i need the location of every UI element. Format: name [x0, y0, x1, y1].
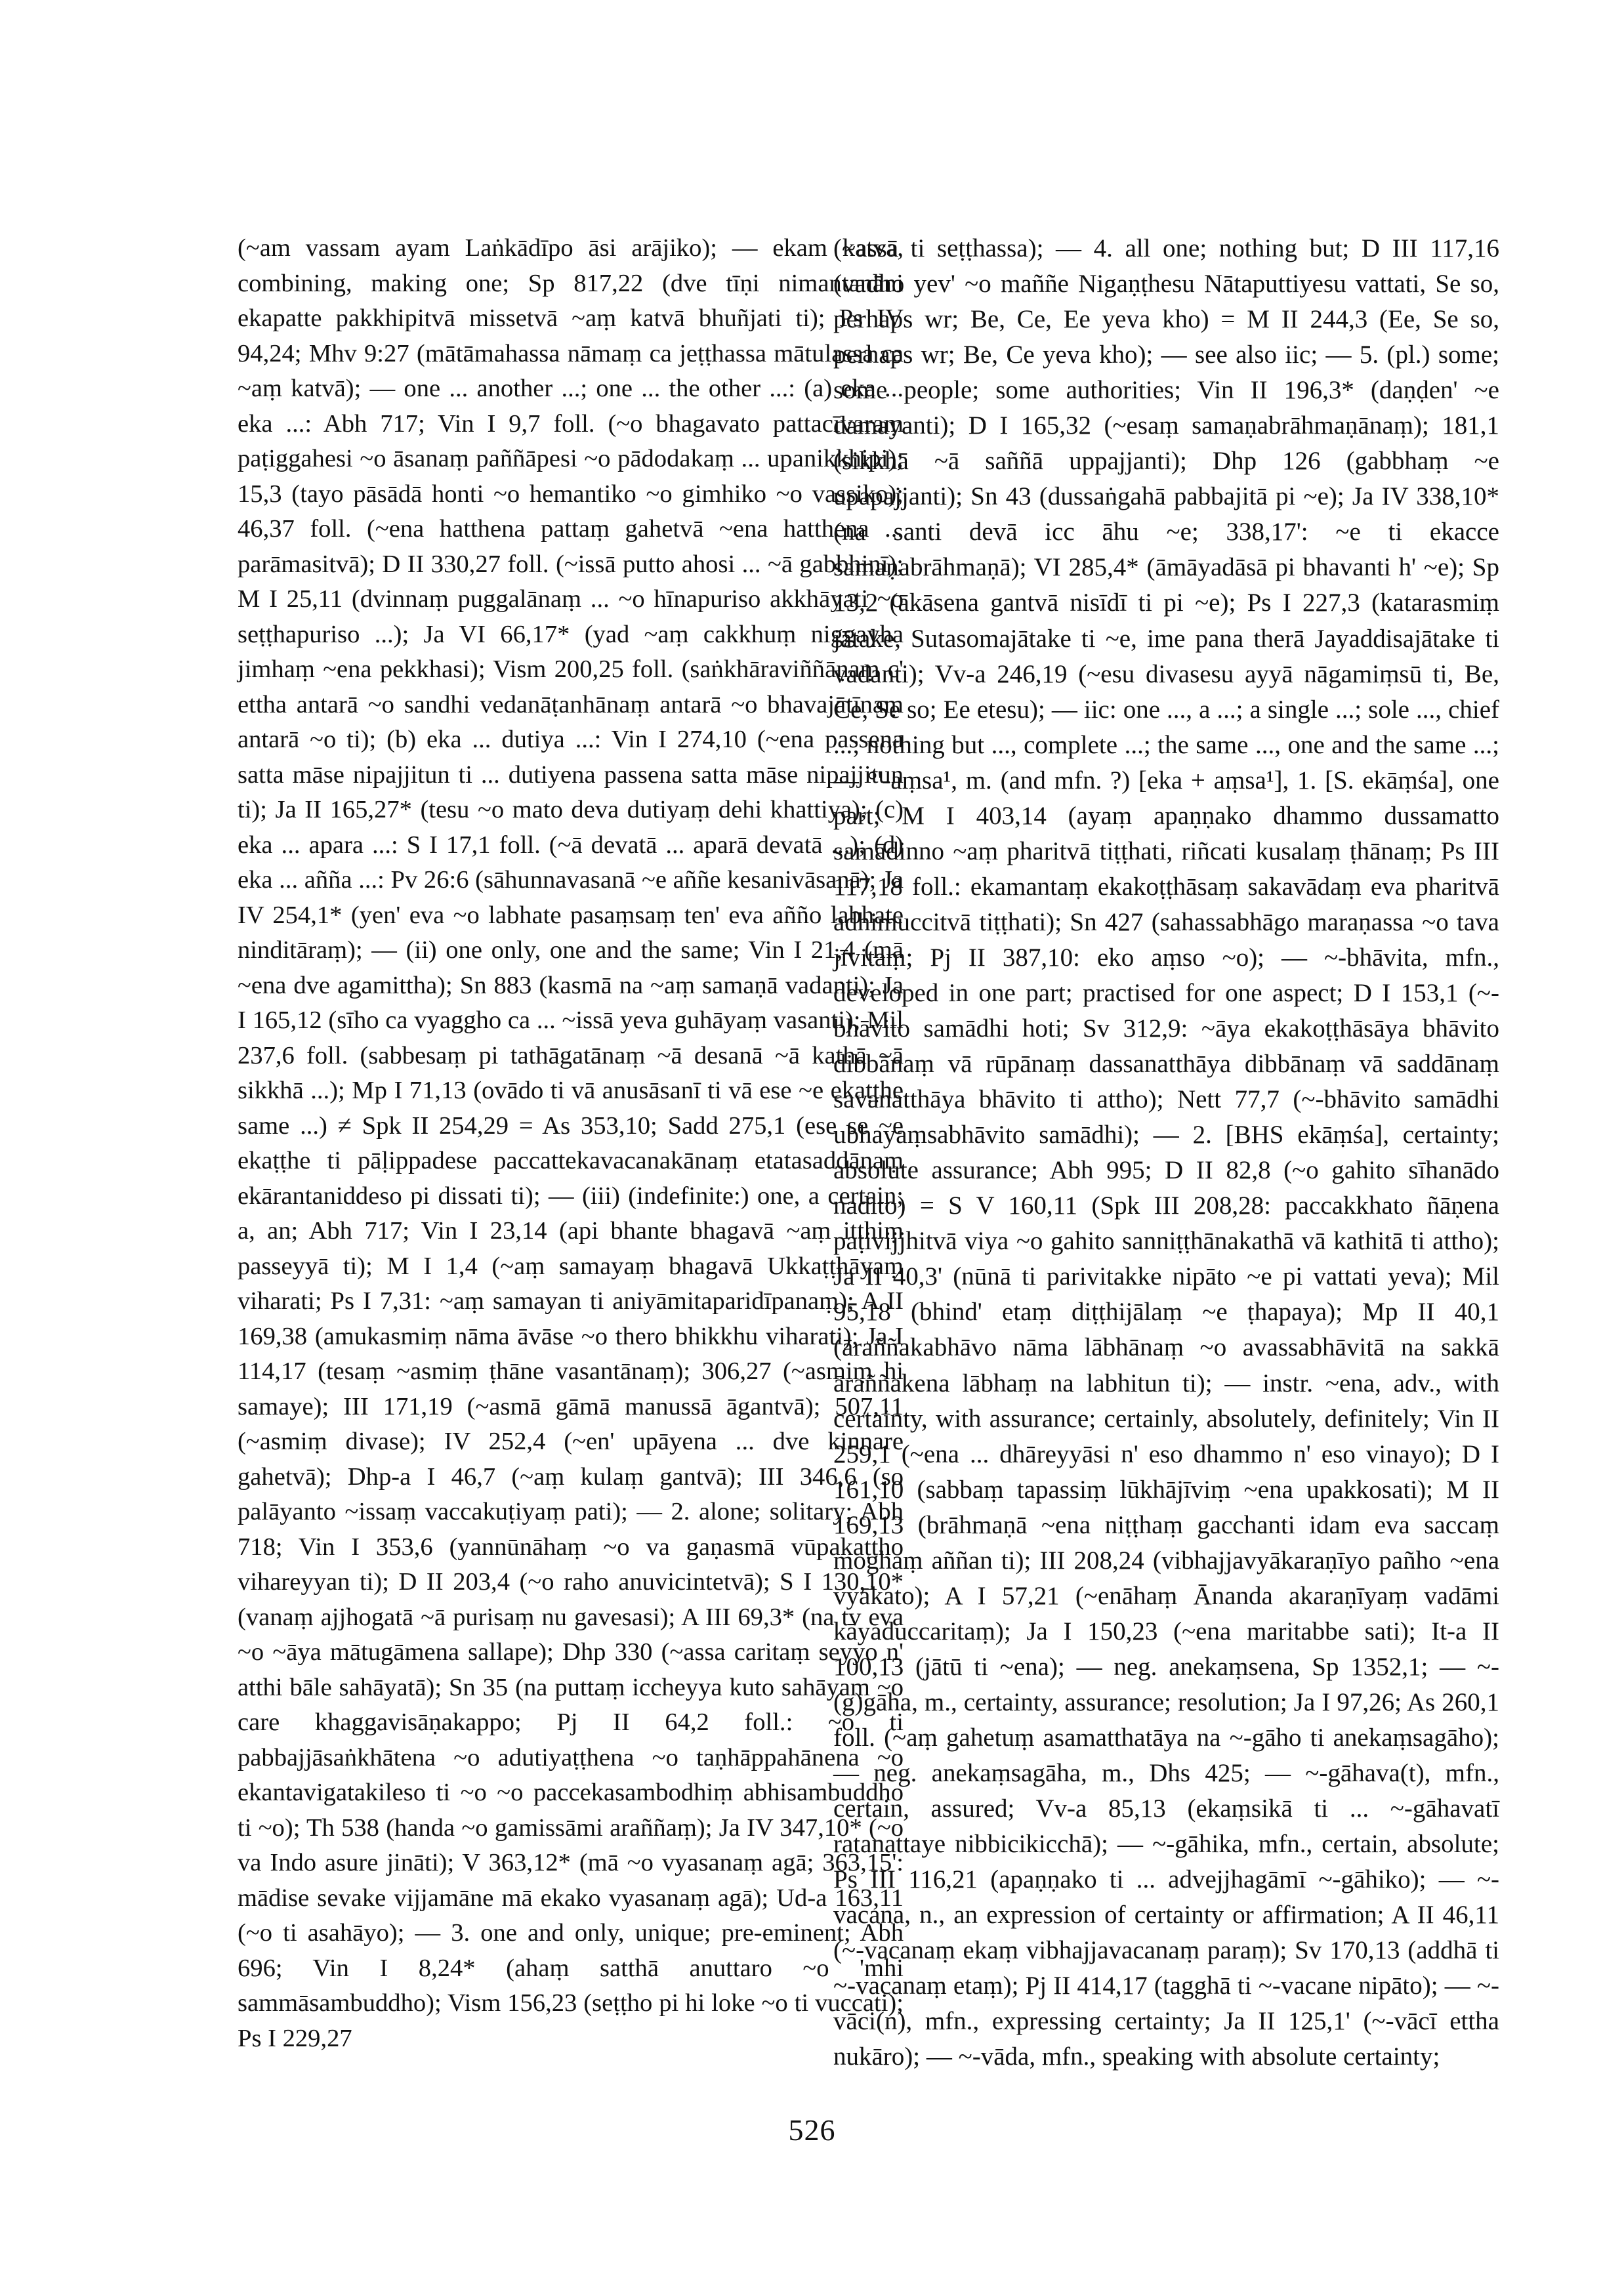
entry-text-left: (~am vassam ayam Laṅkādīpo āsi arājiko); — ekam katvā, combining, making one; Sp 817,22 (dve tīṇi nimantanāni ekapatte pakkhipitvā missetvā ~aṃ katvā bhuñjati ti); Ps IV 94,24; Mhv 9:27 (mātāmahassa nāmaṃ ca jeṭṭhassa mātulassa ca ~aṃ katvā); — one ... another ...; one ... the other ...: (a) eka ... eka ...: Abh 717; Vin I 9,7 foll. (~o bhagavato pattacīvaraṃ paṭiggahesi ~o āsanaṃ paññāpesi ~o pādodakaṃ ... upanikkhipi); 15,3 (tayo pāsādā honti ~o hemantiko ~o gimhiko ~o vassiko); 46,37 foll. (~ena hatthena pattaṃ gahetvā ~ena hatthena ... parāmasitvā); D II 330,27 foll. (~issā putto ahosi ... ~ā gabbhinī); M I 25,11 (dvinnaṃ puggalānaṃ ... ~o hīnapuriso akkhāyati ~o seṭṭhapuriso ...); Ja VI 66,17* (yad ~aṃ cakkhuṃ niggayha jimhaṃ ~ena pekkhasi); Vism 200,25 foll. (saṅkhāraviññāṇaṃ c' ettha antarā ~o sandhi vedanāṭanhānaṃ antarā ~o bhavajātīnaṃ antarā ~o ti); (b) eka ... dutiya ...: Vin I 274,10 (~ena passena satta māse nipajjitun ti ... dutiyena passena satta māse nipajjitun ti); Ja II 165,27* (tesu ~o mato deva dutiyaṃ dehi khattiya); (c) eka ... apara ...: S I 17,1 foll. (~ā devatā ... aparā devatā ...); (d) eka ... añña ...: Pv 26:6 (sāhunnavasanā ~e aññe kesanivāsanā); Ja IV 254,1* (yen' eva ~o labhate pasaṃsaṃ ten' eva añño labhate ninditāraṃ); — (ii) one only, one and the same; Vin I 21,4 (mā ~ena dve agamittha); Sn 883 (kasmā na ~aṃ samaṇā vadanti); Ja I 165,12 (sīho ca vyaggho ca ... ~issā yeva guhāyaṃ vasanti); Mil 237,6 foll. (sabbesaṃ pi tathāgatānaṃ ~ā desanā ~ā kathā ~ā sikkhā ...); Mp I 71,13 (ovādo ti vā anusāsanī ti vā ese ~e ekaṭṭhe same ...) ≠ Spk II 254,29 = As 353,10; Sadd 275,1 (ese se ~e ekaṭṭhe ti pāḷippadese paccattekavacanakānaṃ etatasaddānaṃ ekārantaniddeso pi dissati ti); — (iii) (indefinite:) one, a certain; a, an; Abh 717; Vin I 23,14 (api bhante bhagavā ~aṃ itthiṃ passeyyā ti); M I 1,4 (~aṃ samayaṃ bhagavā Ukkaṭṭhāyaṃ viharati; Ps I 7,31: ~aṃ samayan ti aniyāmitaparidīpanaṃ); A II 169,38 (amukasmiṃ nāma āvāse ~o thero bhikkhu viharati); Ja I 114,17 (tesaṃ ~asmiṃ ṭhāne vasantānaṃ); 306,27 (~asmiṃ hi samaye); III 171,19 (~asmā gāmā manussā āgantvā); 507,11 (~asmiṃ divase); IV 252,4 (~en' upāyena ... dve kinnare gahetvā); Dhp-a I 46,7 (~aṃ kulaṃ gantvā); III 346,6 (so palāyanto ~issaṃ vaccakuṭiyaṃ pati); — 2. alone; solitary; Abh 718; Vin I 353,6 (yannūnāhaṃ ~o va gaṇasmā vūpakaṭṭho vihareyyan ti); D II 203,4 (~o raho anuvicintetvā); S I 130,10* (vanaṃ ajjhogatā ~ā purisaṃ nu gavesasi); A III 69,3* (na tv eva ~o ~āya mātugāmena sallape); Dhp 330 (~assa caritaṃ seyyo n' atthi bāle sahāyatā); Sn 35 (na puttaṃ iccheyya kuto sahāyaṃ ~o care khaggavisāṇakappo; Pj II 64,2 foll.: ~o ti pabbajjāsaṅkhātena ~o adutiyaṭṭhena ~o taṇhāppahānena ~o ekantavigatakileso ti ~o ~o paccekasambodhiṃ abhisambuddho ti ~o); Th 538 (handa ~o gamissāmi araññaṃ); Ja IV 347,10* (~o va Indo asure jināti); V 363,12* (mā ~o vyasanaṃ agā; 363,15': mādise sevake vijjamāne mā ekako vyasanaṃ agā); Ud-a 163,11 (~o ti asahāyo); — 3. one and only, unique; pre-eminent; Abh 696; Vin I 8,24* (ahaṃ satthā anuttaro ~o 'mhi sammāsambuddho); Vism 156,23 (seṭṭho pi hi loke ~o ti vuccati); Ps I 229,27	[238, 234, 904, 2052]
page-number: 526	[788, 2113, 836, 2147]
dictionary-column-right	[833, 231, 1499, 2075]
entry-text-right: (~assā ti seṭṭhassa); — 4. all one; nothing but; D III 117,16 (vadho yev' ~o maññe Nigaṇṭhesu Nātaputtiyesu vattati, Se so, perhaps wr; Be, Ce, Ee yeva kho) = M II 244,3 (Ee, Se so, perhaps wr; Be, Ce yeva kho); — see also iic; — 5. (pl.) some; some people; some authorities; Vin II 196,3* (daṇḍen' ~e damayanti); D I 165,32 (~esaṃ samaṇabrāhmaṇānaṃ); 181,1 (sikkhā ~ā saññā uppajjanti); Dhp 126 (gabbhaṃ ~e upapajjanti); Sn 43 (dussaṅgahā pabbajitā pi ~e); Ja IV 338,10* (na santi devā icc āhu ~e; 338,17': ~e ti ekacce samaṇabrāhmaṇā); VI 285,4* (āmāyadāsā pi bhavanti h' ~e); Sp 13,2 (ākāsena gantvā nisīdī ti pi ~e); Ps I 227,3 (katarasmiṃ jātake, Sutasomajātake ti ~e, ime pana therā Jayaddisajātake ti vadanti); Vv-a 246,19 (~esu divasesu ayyā nāgamiṃsū ti, Be, Ce, Se so; Ee etesu); — iic: one ..., a ...; a single ...; sole ..., chief ...; nothing but ..., complete ...; the same ..., one and the same ...; — °'-aṃsa¹, m. (and mfn. ?) [eka + aṃsa¹], 1. [S. ekāṃśa], one part; M I 403,14 (ayaṃ apaṇṇako dhammo dussamatto samādinno ~aṃ pharitvā tiṭṭhati, riñcati kusalaṃ ṭhānaṃ; Ps III 117,18 foll.: ekamantaṃ ekakoṭṭhāsaṃ sakavādaṃ eva pharitvā adhimuccitvā tiṭṭhati); Sn 427 (sahassabhāgo maraṇassa ~o tava jīvitaṃ; Pj II 387,10: eko aṃso ~o); — ~-bhāvita, mfn., developed in one part; practised for one aspect; D I 153,1 (~-bhāvito samādhi hoti; Sv 312,9: ~āya ekakoṭṭhāsāya bhāvito dibbānaṃ vā rūpānaṃ dassanatthāya dibbānaṃ vā saddānaṃ savanatthāya bhāvito ti attho); Nett 77,7 (~-bhāvito samādhi ubhayaṃsabhāvito samādhi); — 2. [BHS ekāṃśa], certainty; absolute assurance; Abh 995; D II 82,8 (~o gahito sīhanādo nadito) = S V 160,11 (Spk III 208,28: paccakkhato ñāṇena paṭivijjhitvā viya ~o gahito sanniṭṭhānakathā vā kathitā ti attho); Ja II 40,3' (nūnā ti parivitakke nipāto ~e pi vattati yeva); Mil 95,18 (bhind' etaṃ diṭṭhijālaṃ ~e ṭhapaya); Mp II 40,1 (āraññakabhāvo nāma lābhānaṃ ~o avassabhāvitā na sakkā āraññakena lābhaṃ na labhitun ti); — instr. ~ena, adv., with certainty, with assurance; certainly, absolutely, definitely; Vin II 259,1 (~ena ... dhāreyyāsi n' eso dhammo n' eso vinayo); D I 161,10 (sabbaṃ tapassiṃ lūkhājīviṃ ~ena upakkosati); M II 169,13 (brāhmaṇā ~ena niṭṭhaṃ gacchanti idam eva saccaṃ moghaṃ aññan ti); III 208,24 (vibhajjavyākaraṇīyo pañho ~ena vyākato); A I 57,21 (~enāhaṃ Ānanda akaraṇīyaṃ vadāmi kāyaduccaritaṃ); Ja I 150,23 (~ena maritabbe sati); It-a II 100,13 (jātū ti ~ena); — neg. anekaṃsena, Sp 1352,1; — ~-(g)gāha, m., certainty, assurance; resolution; Ja I 97,26; As 260,1 foll. (~aṃ gahetuṃ asamatthatāya na ~-gāho ti anekaṃsagāho); — neg. anekaṃsagāha, m., Dhs 425; — ~-gāhava(t), mfn., certain, assured; Vv-a 85,13 (ekaṃsikā ti ... ~-gāhavatī ratanattaye nibbicikicchā); — ~-gāhika, mfn., certain, absolute; Ps III 116,21 (apaṇṇako ti ... advejjhagāmī ~-gāhiko); — ~-vacana, n., an expression of certainty or affirmation; A II 46,11 (~-vacanaṃ ekaṃ vibhajjavacanaṃ paraṃ); Sv 170,13 (addhā ti ~-vacanaṃ etaṃ); Pj II 414,17 (tagghā ti ~-vacane nipāto); — ~-vāci(n), mfn., expressing certainty; Ja II 125,1' (~-vācī ettha nukāro); — ~-vāda, mfn., speaking with absolute certainty;	[833, 234, 1499, 2071]
dictionary-column-left	[238, 231, 904, 2056]
